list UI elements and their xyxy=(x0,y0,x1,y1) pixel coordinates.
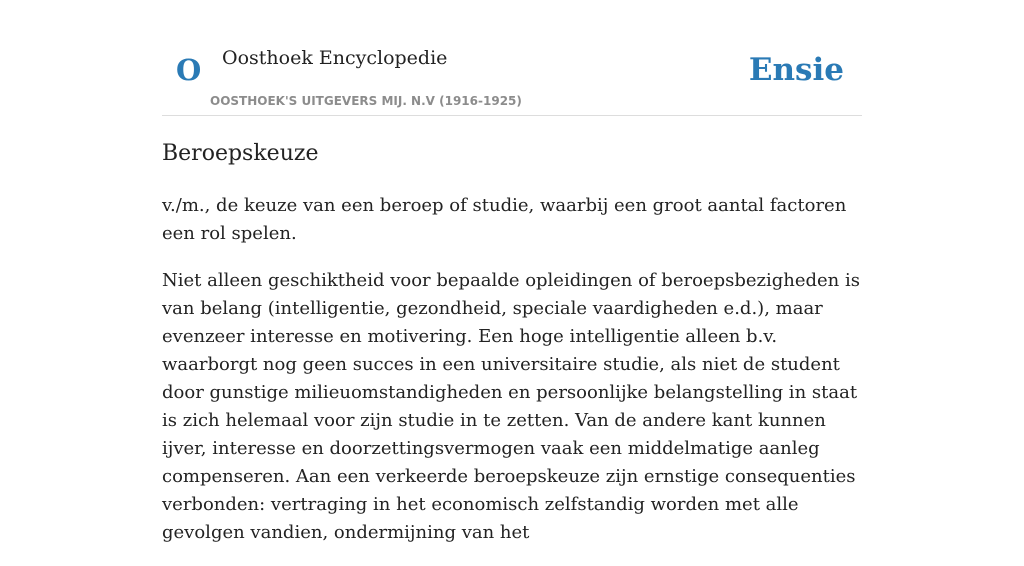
brand-logo[interactable]: Ensie xyxy=(748,52,844,88)
page xyxy=(162,0,862,543)
site-header xyxy=(162,0,862,116)
publisher-label: OOSTHOEK'S UITGEVERS MIJ. N.V (1916-1925) xyxy=(210,94,522,108)
entry-paragraph: Niet alleen geschiktheid voor bepaalde opleidingen of beroepsbezigheden is van belang (intelligentie, gezondheid, speciale vaardigheden e.d.), maar evenzeer interesse en motivering. Een hoge intelligentie alleen b.v. waarborgt nog geen succes in een universitaire studie, als niet de student door gunstige milieuomstandigheden en persoonlijke belangstelling in staat is zich helemaal voor zijn studie in te zetten. Van de andere kant kunnen ijver, interesse en doorzettingsvermogen vaak een middelmatige aanleg compenseren. Aan een verkeerde beroepskeuze zijn ernstige consequenties verbonden: vertraging in het economisch zelfstandig worden met alle gevolgen vandien, ondermijning van het xyxy=(162,270,860,543)
site-name[interactable]: Oosthoek Encyclopedie xyxy=(222,47,448,69)
entry-paragraph: v./m., de keuze van een beroep of studie, waarbij een groot aantal factoren een rol spelen. xyxy=(162,195,847,244)
entry-title: Beroepskeuze xyxy=(162,141,319,166)
site-logo[interactable]: O xyxy=(176,53,202,87)
entry-body xyxy=(162,192,862,566)
